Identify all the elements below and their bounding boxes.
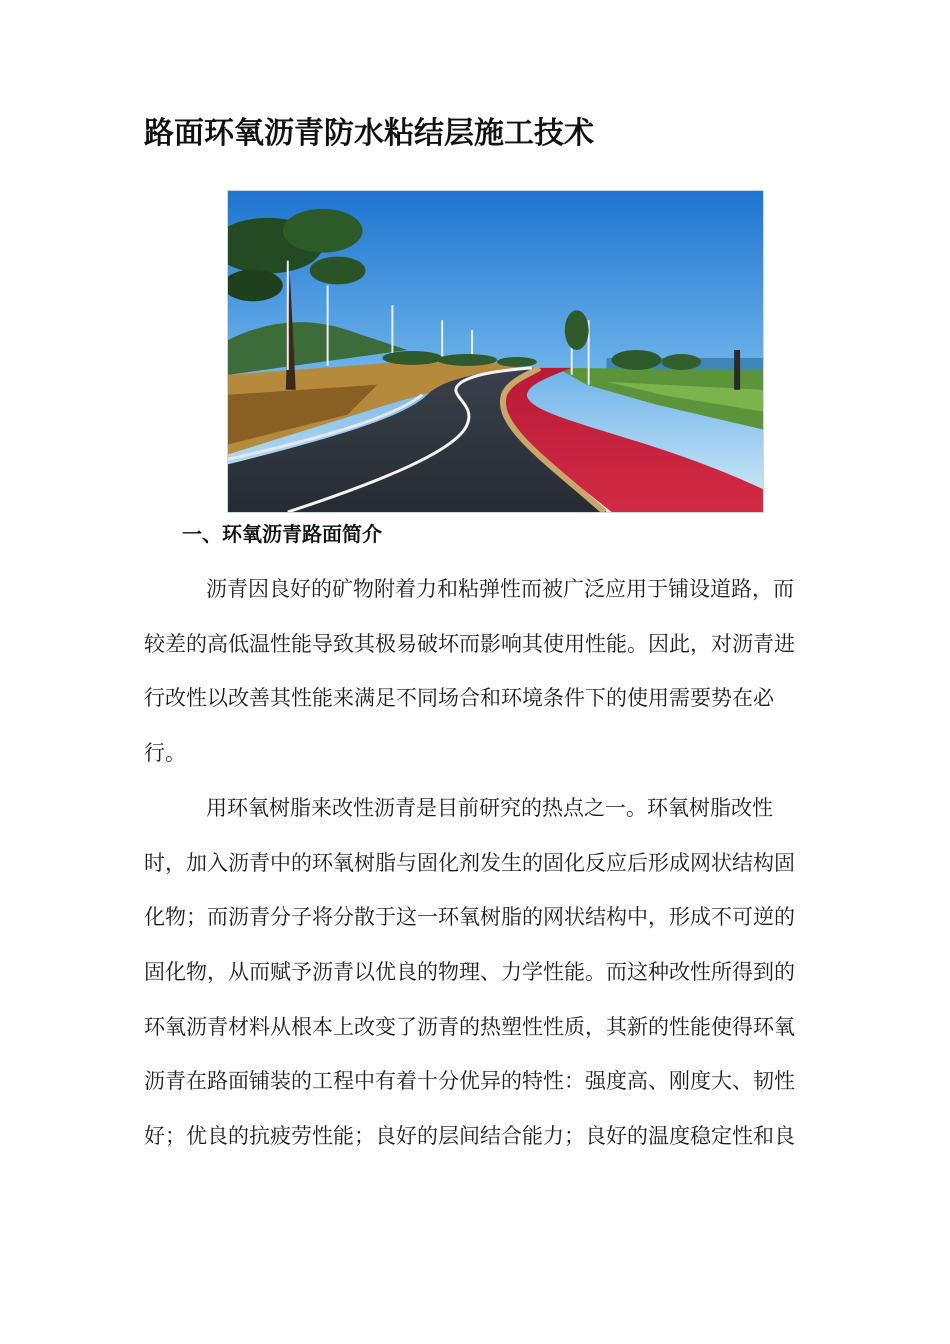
paragraph-line: 行改性以改善其性能来满足不同场合和环境条件下的使用需要势在必 <box>144 686 774 711</box>
paragraph-2 <box>144 781 808 1164</box>
paragraph-line: 较差的高低温性能导致其极易破坏而影响其使用性能。因此，对沥青进 <box>144 631 795 656</box>
document-title: 路面环氧沥青防水粘结层施工技术 <box>144 116 594 151</box>
paragraph-line: 沥青在路面铺装的工程中有着十分优异的特性：强度高、刚度大、韧性 <box>144 1069 795 1094</box>
paragraph-line: 行。 <box>144 741 186 766</box>
paragraph-line: 好；优良的抗疲劳性能；良好的层间结合能力；良好的温度稳定性和良 <box>144 1124 795 1149</box>
paragraph-line: 沥青因良好的矿物附着力和粘弹性而被广泛应用于铺设道路，而 <box>206 577 794 601</box>
paragraph-1 <box>144 562 808 781</box>
section-heading: 一、环氧沥青路面简介 <box>182 522 382 546</box>
paragraph-line: 化物；而沥青分子将分散于这一环氧树脂的网状结构中，形成不可逆的 <box>144 905 795 930</box>
road-photo-illustration <box>228 191 763 512</box>
paragraph-line: 环氧沥青材料从根本上改变了沥青的热塑性性质，其新的性能使得环氧 <box>144 1014 795 1039</box>
paragraph-line: 用环氧树脂来改性沥青是目前研究的热点之一。环氧树脂改性 <box>206 796 773 820</box>
road-photo <box>227 190 764 513</box>
paragraph-line: 固化物，从而赋予沥青以优良的物理、力学性能。而这种改性所得到的 <box>144 960 795 985</box>
paragraph-line: 时，加入沥青中的环氧树脂与固化剂发生的固化反应后形成网状结构固 <box>144 850 795 875</box>
